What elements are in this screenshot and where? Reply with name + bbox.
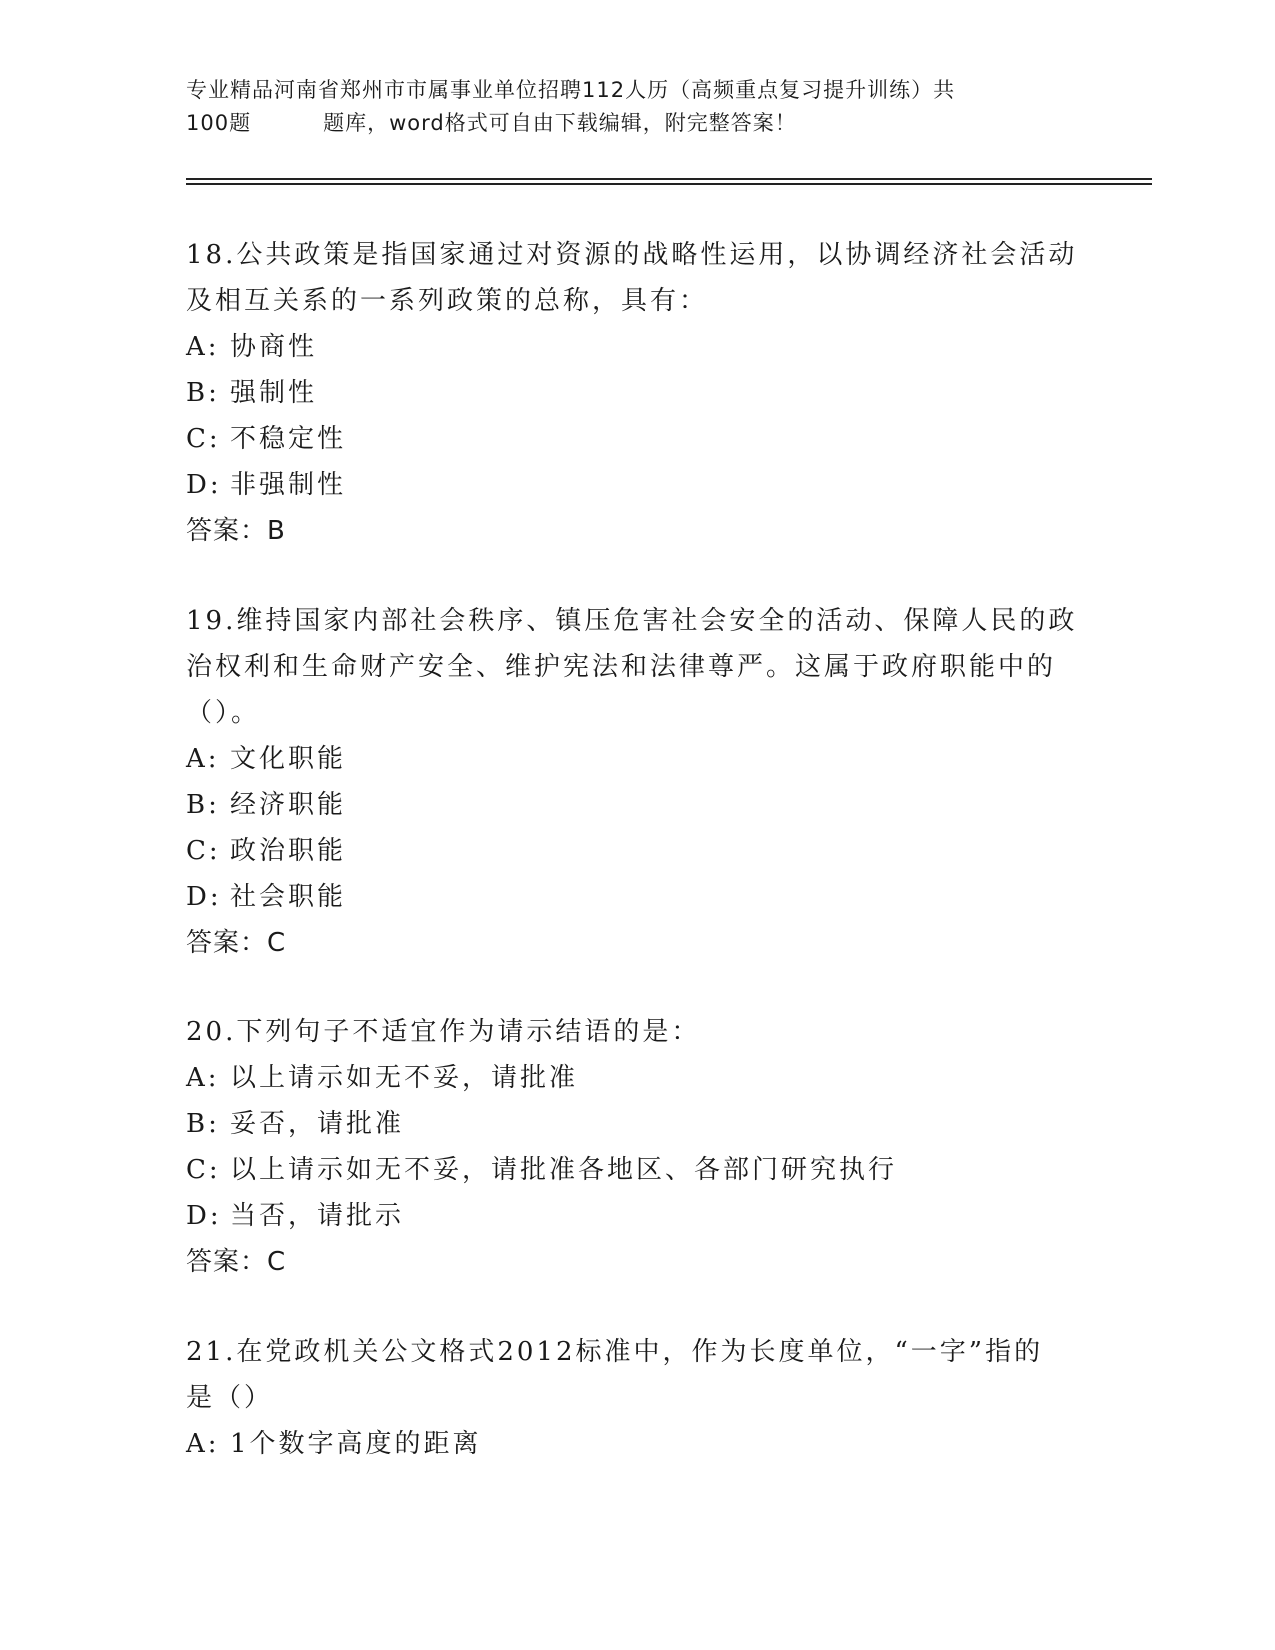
option-text: 1个数字高度的距离 <box>230 1429 482 1459</box>
question-21 <box>186 1329 1086 1467</box>
option-b <box>186 782 1086 828</box>
answer: 答案：C <box>186 1247 287 1277</box>
header-divider-top <box>186 178 1152 180</box>
option-a <box>186 1421 1086 1467</box>
option-key: A: <box>186 1429 220 1459</box>
option-b <box>186 1101 1086 1147</box>
option-key: B: <box>186 1109 220 1139</box>
header-divider-bottom <box>186 183 1152 185</box>
option-key: A: <box>186 744 220 774</box>
option-key: C: <box>186 424 221 454</box>
option-text: 文化职能 <box>230 744 347 774</box>
question-19 <box>186 598 1086 966</box>
option-text: 当否，请批示 <box>230 1201 405 1231</box>
stem-line: 治权利和生命财产安全、维护宪法和法律尊严。这属于政府职能中的 <box>186 652 1057 682</box>
option-text: 政治职能 <box>230 836 347 866</box>
option-key: D: <box>186 1201 222 1231</box>
option-key: C: <box>186 1155 221 1185</box>
stem-line: 21.在党政机关公文格式2012标准中，作为长度单位，“一字”指的 <box>186 1337 1044 1367</box>
question-stem <box>186 598 1086 736</box>
stem-line: 18.公共政策是指国家通过对资源的战略性运用，以协调经济社会活动 <box>186 240 1078 270</box>
option-c <box>186 828 1086 874</box>
option-text: 不稳定性 <box>230 424 347 454</box>
option-key: A: <box>186 332 220 362</box>
header-question-count: 100题 <box>186 111 252 135</box>
question-stem <box>186 232 1086 324</box>
option-a <box>186 324 1086 370</box>
option-text: 强制性 <box>230 378 318 408</box>
option-c <box>186 1147 1086 1193</box>
option-key: D: <box>186 882 222 912</box>
header-description: 题库，word格式可自由下载编辑，附完整答案！ <box>323 111 797 135</box>
option-text: 以上请示如无不妥，请批准各地区、各部门研究执行 <box>230 1155 898 1185</box>
stem-line: 及相互关系的一系列政策的总称，具有： <box>186 286 709 316</box>
option-d <box>186 1193 1086 1239</box>
option-a <box>186 736 1086 782</box>
question-stem <box>186 1009 1086 1055</box>
option-d <box>186 874 1086 920</box>
option-text: 协商性 <box>230 332 318 362</box>
stem-line: 20.下列句子不适宜作为请示结语的是： <box>186 1017 701 1047</box>
option-key: C: <box>186 836 221 866</box>
option-d <box>186 462 1086 508</box>
option-key: A: <box>186 1063 220 1093</box>
question-18 <box>186 232 1086 554</box>
question-20 <box>186 1009 1086 1285</box>
option-text: 经济职能 <box>230 790 347 820</box>
stem-line: （）。 <box>186 698 261 728</box>
question-stem <box>186 1329 1086 1421</box>
option-text: 社会职能 <box>230 882 347 912</box>
answer: 答案：C <box>186 928 287 958</box>
option-c <box>186 416 1086 462</box>
header-line-1: 专业精品河南省郑州市市属事业单位招聘112人历（高频重点复习提升训练）共 <box>186 78 956 102</box>
answer: 答案：B <box>186 516 286 546</box>
option-key: B: <box>186 790 220 820</box>
option-text: 以上请示如无不妥，请批准 <box>230 1063 579 1093</box>
header-line-2 <box>186 107 1066 140</box>
document-header <box>186 74 1066 140</box>
option-text: 妥否，请批准 <box>230 1109 405 1139</box>
option-text: 非强制性 <box>230 470 347 500</box>
stem-line: 是（） <box>186 1383 274 1413</box>
option-key: B: <box>186 378 220 408</box>
option-b <box>186 370 1086 416</box>
option-key: D: <box>186 470 222 500</box>
stem-line: 19.维持国家内部社会秩序、镇压危害社会安全的活动、保障人民的政 <box>186 606 1078 636</box>
option-a <box>186 1055 1086 1101</box>
